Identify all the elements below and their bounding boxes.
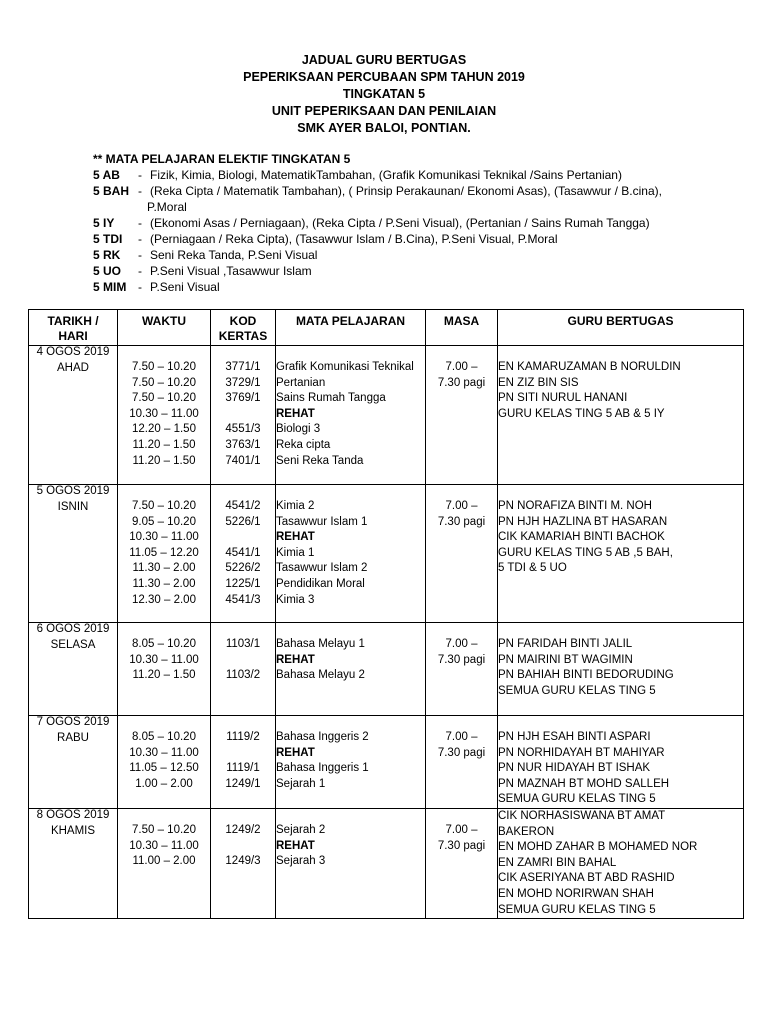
- subject-cell: [276, 808, 426, 918]
- class-subjects-continued: P.Moral: [147, 200, 187, 214]
- kod-line: 3771/1: [225, 361, 261, 373]
- waktu-line: 9.05 – 10.20: [132, 515, 196, 528]
- class-subjects: Seni Reka Tanda, P.Seni Visual: [150, 248, 318, 262]
- guru-line: PN BAHIAH BINTI BEDORUDING: [498, 669, 674, 682]
- waktu-line: 10.30 – 11.00: [129, 531, 199, 544]
- waktu-line: 10.30 – 11.00: [129, 653, 199, 666]
- masa-line: 7.00 –: [445, 361, 478, 373]
- date-day-cell: [29, 623, 118, 716]
- guru-line: PN SITI NURUL HANANI: [498, 392, 628, 405]
- masa-line: 7.30 pagi: [437, 746, 486, 759]
- guru-line: PN NORHIDAYAH BT MAHIYAR: [498, 746, 665, 759]
- paper-code-cell: [211, 808, 276, 918]
- waktu-line: 11.30 – 2.00: [132, 562, 196, 575]
- masa-line: 7.30 pagi: [437, 839, 486, 852]
- subject-cell: [276, 485, 426, 623]
- kod-line: [211, 746, 275, 762]
- paper-code-cell: [211, 346, 276, 485]
- mp-line: Tasawwur Islam 2: [276, 562, 368, 575]
- guru-line: PN NUR HIDAYAH BT ISHAK: [498, 762, 651, 775]
- guru-line: CIK ASERIYANA BT ABD RASHID: [498, 872, 675, 885]
- class-code: 5 BAH: [93, 184, 130, 198]
- mp-line: Reka cipta: [276, 438, 331, 451]
- masa-line: 7.00 –: [445, 731, 478, 743]
- kod-line: 4541/1: [225, 546, 261, 559]
- title-line: SMK AYER BALOI, PONTIAN.: [297, 121, 471, 135]
- dash: -: [138, 248, 142, 262]
- subject-cell: [276, 623, 426, 716]
- waktu-line: 7.50 – 10.20: [132, 500, 196, 512]
- teachers-cell: [498, 716, 744, 809]
- teachers-cell: [498, 346, 744, 485]
- elective-row: [93, 247, 710, 263]
- kod-line: 1249/3: [225, 855, 261, 868]
- duty-time-cell: [426, 346, 498, 485]
- time-cell: [118, 623, 211, 716]
- date-text: 6 OGOS 2019: [36, 623, 110, 635]
- class-subjects: Fizik, Kimia, Biologi, MatematikTambahan, (Grafik Komunikasi Teknikal /Sains Pertanian): [150, 168, 622, 182]
- header-label: TARIKH /: [47, 314, 99, 328]
- waktu-line: 7.50 – 10.20: [132, 376, 196, 389]
- duty-time-cell: [426, 623, 498, 716]
- paper-code-cell: [211, 623, 276, 716]
- class-code: 5 MIM: [93, 280, 127, 294]
- mp-line: REHAT: [276, 407, 315, 420]
- mp-line: Kimia 2: [276, 500, 315, 512]
- guru-line: GURU KELAS TING 5 AB ,5 BAH,: [498, 546, 673, 559]
- masa-line: 7.00 –: [445, 638, 478, 650]
- document-title: [0, 52, 768, 137]
- teachers-cell: [498, 808, 744, 918]
- dash: -: [138, 232, 142, 246]
- date-text: 7 OGOS 2019: [36, 716, 110, 728]
- kod-line: [211, 839, 275, 855]
- kod-line: 7401/1: [225, 454, 261, 467]
- masa-line: 7.00 –: [445, 500, 478, 512]
- paper-code-cell: [211, 485, 276, 623]
- elective-row: [93, 183, 710, 199]
- kod-line: 1103/1: [225, 638, 261, 650]
- mp-line: Pendidikan Moral: [276, 577, 365, 590]
- elective-row: [93, 167, 710, 183]
- mp-line: Grafik Komunikasi Teknikal: [276, 361, 414, 373]
- kod-line: [211, 653, 275, 669]
- header-tarikh-hari: [29, 310, 118, 346]
- mp-line: Bahasa Inggeris 1: [276, 762, 369, 775]
- class-subjects: (Perniagaan / Reka Cipta), (Tasawwur Islam / B.Cina), P.Seni Visual, P.Moral: [150, 232, 558, 246]
- date-text: 8 OGOS 2019: [36, 808, 110, 821]
- mp-line: Kimia 1: [276, 546, 315, 559]
- mp-line: Bahasa Inggeris 2: [276, 731, 369, 743]
- waktu-line: 10.30 – 11.00: [129, 746, 199, 759]
- kod-line: 5226/2: [225, 562, 261, 575]
- elective-row: [93, 279, 710, 295]
- mp-line: Pertanian: [276, 376, 326, 389]
- kod-line: 1103/2: [225, 669, 261, 682]
- waktu-line: 11.30 – 2.00: [132, 577, 196, 590]
- mp-line: Biologi 3: [276, 423, 321, 436]
- kod-line: 1249/1: [225, 777, 261, 790]
- class-code: 5 RK: [93, 248, 121, 262]
- class-code: 5 TDI: [93, 232, 123, 246]
- table-row: [29, 808, 744, 918]
- header-label: KERTAS: [218, 329, 268, 343]
- dash: -: [138, 216, 142, 230]
- duty-time-cell: [426, 485, 498, 623]
- day-text: AHAD: [57, 361, 89, 374]
- date-day-cell: [29, 716, 118, 809]
- waktu-line: 8.05 – 10.20: [132, 638, 196, 650]
- header-masa: MASA: [426, 310, 498, 346]
- masa-line: 7.30 pagi: [437, 515, 486, 528]
- kod-line: 5226/1: [225, 515, 261, 528]
- date-text: 5 OGOS 2019: [36, 485, 110, 497]
- guru-line: EN KAMARUZAMAN B NORULDIN: [498, 361, 681, 373]
- day-text: ISNIN: [57, 500, 89, 513]
- teachers-cell: [498, 485, 744, 623]
- table-row: [29, 346, 744, 485]
- dash: -: [138, 280, 142, 294]
- mp-line: Seni Reka Tanda: [276, 454, 364, 467]
- elective-row: [93, 215, 710, 231]
- header-mata-pelajaran: MATA PELAJARAN: [276, 310, 426, 346]
- elective-heading: ** MATA PELAJARAN ELEKTIF TINGKATAN 5: [93, 152, 351, 166]
- elective-row: [93, 263, 710, 279]
- header-waktu: WAKTU: [118, 310, 211, 346]
- title-line: JADUAL GURU BERTUGAS: [301, 53, 467, 67]
- class-code: 5 IY: [93, 216, 115, 230]
- masa-line: 7.30 pagi: [437, 376, 486, 389]
- guru-line: EN ZAMRI BIN BAHAL: [498, 856, 617, 869]
- mp-line: Bahasa Melayu 2: [276, 669, 365, 682]
- date-text: 4 OGOS 2019: [36, 346, 110, 358]
- paper-code-cell: [211, 716, 276, 809]
- kod-line: 1119/2: [226, 731, 260, 743]
- guru-line: EN ZIZ BIN SIS: [498, 376, 579, 389]
- day-text: RABU: [57, 731, 89, 744]
- class-code: 5 AB: [93, 168, 120, 182]
- date-day-cell: [29, 808, 118, 918]
- mp-line: Kimia 3: [276, 593, 315, 606]
- teachers-cell: [498, 623, 744, 716]
- waktu-line: 10.30 – 11.00: [129, 407, 199, 420]
- kod-line: 3763/1: [225, 438, 261, 451]
- waktu-line: 11.20 – 1.50: [132, 438, 196, 451]
- guru-line: GURU KELAS TING 5 AB & 5 IY: [498, 407, 665, 420]
- elective-row: [93, 231, 710, 247]
- mp-line: REHAT: [276, 839, 315, 852]
- day-text: SELASA: [50, 638, 96, 651]
- masa-line: 7.30 pagi: [437, 653, 486, 666]
- guru-line: PN HJH ESAH BINTI ASPARI: [498, 731, 651, 743]
- time-cell: [118, 485, 211, 623]
- day-text: KHAMIS: [50, 824, 96, 837]
- guru-line: 5 TDI & 5 UO: [498, 562, 567, 575]
- waktu-line: 11.00 – 2.00: [132, 855, 196, 868]
- waktu-line: 12.20 – 1.50: [132, 423, 196, 436]
- title-line: TINGKATAN 5: [342, 87, 426, 101]
- title-line: PEPERIKSAAN PERCUBAAN SPM TAHUN 2019: [243, 70, 525, 84]
- mp-line: Sains Rumah Tangga: [276, 392, 386, 405]
- guru-line: PN HJH HAZLINA BT HASARAN: [498, 515, 668, 528]
- elective-subjects: [93, 151, 710, 295]
- kod-line: 1225/1: [225, 577, 261, 590]
- dash: -: [138, 168, 142, 182]
- waktu-line: 10.30 – 11.00: [129, 839, 199, 852]
- waktu-line: 11.05 – 12.20: [129, 546, 199, 559]
- header-label: HARI: [58, 329, 88, 343]
- guru-line: SEMUA GURU KELAS TING 5: [498, 684, 656, 697]
- kod-line: 3769/1: [225, 392, 261, 405]
- mp-line: Sejarah 3: [276, 855, 326, 868]
- waktu-line: 11.20 – 1.50: [132, 669, 196, 682]
- guru-line: PN NORAFIZA BINTI M. NOH: [498, 500, 652, 512]
- class-code: 5 UO: [93, 264, 122, 278]
- kod-line: 4541/3: [225, 593, 261, 606]
- table-header-row: [29, 310, 744, 346]
- mp-line: REHAT: [276, 531, 315, 544]
- guru-line: PN FARIDAH BINTI JALIL: [498, 638, 633, 650]
- duty-time-cell: [426, 716, 498, 809]
- table-row: [29, 485, 744, 623]
- date-day-cell: [29, 485, 118, 623]
- dash: -: [138, 184, 142, 198]
- waktu-line: 11.20 – 1.50: [132, 454, 196, 467]
- time-cell: [118, 808, 211, 918]
- guru-line: EN MOHD ZAHAR B MOHAMED NOR: [498, 841, 698, 854]
- class-subjects: (Ekonomi Asas / Perniagaan), (Reka Cipta / P.Seni Visual), (Pertanian / Sains Rumah Tangga): [150, 216, 650, 230]
- guru-line: CIK NORHASISWANA BT AMAT: [498, 809, 666, 822]
- table-row: [29, 716, 744, 809]
- guru-line: SEMUA GURU KELAS TING 5: [498, 793, 656, 806]
- kod-line: 4541/2: [225, 500, 261, 512]
- waktu-line: 7.50 – 10.20: [132, 392, 196, 405]
- table-row: [29, 623, 744, 716]
- guru-line: PN MAIRINI BT WAGIMIN: [498, 653, 633, 666]
- date-day-cell: [29, 346, 118, 485]
- kod-line: 1249/2: [225, 823, 261, 836]
- subject-cell: [276, 716, 426, 809]
- header-guru-bertugas: GURU BERTUGAS: [498, 310, 744, 346]
- guru-line: EN MOHD NORIRWAN SHAH: [498, 887, 654, 900]
- waktu-line: 7.50 – 10.20: [132, 361, 196, 373]
- header-kod-kertas: [211, 310, 276, 346]
- waktu-line: 8.05 – 10.20: [132, 731, 196, 743]
- kod-line: 1119/1: [226, 762, 260, 775]
- kod-line: [211, 407, 275, 423]
- guru-line: CIK KAMARIAH BINTI BACHOK: [498, 531, 665, 544]
- class-subjects: P.Seni Visual ,Tasawwur Islam: [150, 264, 312, 278]
- subject-cell: [276, 346, 426, 485]
- kod-line: [211, 530, 275, 546]
- class-subjects: P.Seni Visual: [150, 280, 220, 294]
- waktu-line: 1.00 – 2.00: [135, 777, 193, 790]
- title-line: UNIT PEPERIKSAAN DAN PENILAIAN: [271, 104, 497, 118]
- waktu-line: 12.30 – 2.00: [132, 593, 196, 606]
- mp-line: Sejarah 2: [276, 823, 326, 836]
- dash: -: [138, 264, 142, 278]
- waktu-line: 11.05 – 12.50: [129, 762, 199, 775]
- mp-line: Sejarah 1: [276, 777, 326, 790]
- guru-line: PN MAZNAH BT MOHD SALLEH: [498, 777, 670, 790]
- mp-line: Tasawwur Islam 1: [276, 515, 368, 528]
- guru-line: BAKERON: [498, 825, 555, 838]
- masa-line: 7.00 –: [445, 823, 478, 836]
- duty-time-cell: [426, 808, 498, 918]
- guru-line: SEMUA GURU KELAS TING 5: [498, 903, 656, 916]
- class-subjects: (Reka Cipta / Matematik Tambahan), ( Prinsip Perakaunan/ Ekonomi Asas), (Tasawwur / B.cina),: [150, 184, 662, 198]
- time-cell: [118, 346, 211, 485]
- duty-schedule-table: [28, 309, 744, 919]
- mp-line: Bahasa Melayu 1: [276, 638, 365, 650]
- mp-line: REHAT: [276, 653, 315, 666]
- header-label: KOD: [229, 314, 257, 328]
- waktu-line: 7.50 – 10.20: [132, 823, 196, 836]
- kod-line: 3729/1: [225, 376, 261, 389]
- time-cell: [118, 716, 211, 809]
- mp-line: REHAT: [276, 746, 315, 759]
- kod-line: 4551/3: [225, 423, 261, 436]
